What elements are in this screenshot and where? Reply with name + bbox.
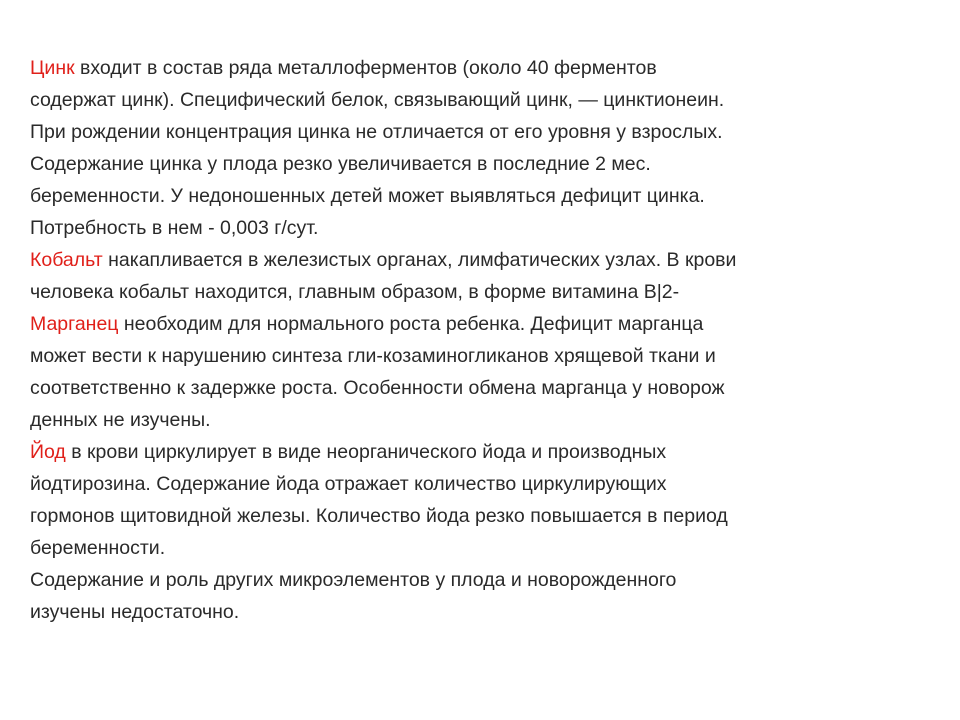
text-line: гормонов щитовидной железы. Количество йода резко повышается в период: [30, 505, 728, 527]
text-line: При рождении концентрация цинка не отличается от его уровня у взрослых.: [30, 121, 723, 143]
text-line: Содержание и роль других микроэлементов у плода и новорожденного: [30, 569, 677, 591]
paragraph-manganese: [30, 308, 940, 436]
text-line: беременности.: [30, 537, 166, 559]
term-zinc: Цинк: [30, 57, 75, 79]
paragraph-other-microelements: [30, 564, 940, 628]
text-line: беременности. У недоношенных детей может выявляться дефицит цинка.: [30, 185, 705, 207]
slide-body-text: [30, 52, 940, 628]
text-line: Кобальт накапливается в железистых органах, лимфатических узлах. В крови: [30, 249, 737, 271]
text-line: может вести к нарушению синтеза гли-козаминогликанов хрящевой ткани и: [30, 345, 716, 367]
paragraph-cobalt: [30, 244, 940, 308]
text-line: Цинк входит в состав ряда металлоферментов (около 40 ферментов: [30, 57, 657, 79]
text-line: содержат цинк). Специфический белок, связывающий цинк, — цинктионеин.: [30, 89, 725, 111]
text-line: Содержание цинка у плода резко увеличивается в последние 2 мес.: [30, 153, 651, 175]
text-line: Йод в крови циркулирует в виде неорганического йода и производных: [30, 441, 667, 463]
text-line: денных не изучены.: [30, 409, 211, 431]
text-line: Потребность в нем - 0,003 г/сут.: [30, 217, 319, 239]
paragraph-iodine: [30, 436, 940, 564]
text-line: йодтирозина. Содержание йода отражает количество циркулирующих: [30, 473, 667, 495]
term-cobalt: Кобальт: [30, 249, 103, 271]
text-line: человека кобальт находится, главным образом, в форме витамина В|2-: [30, 281, 680, 303]
text-line: изучены недостаточно.: [30, 601, 240, 623]
text-line: Марганец необходим для нормального роста ребенка. Дефицит марганца: [30, 313, 704, 335]
term-iodine: Йод: [30, 441, 66, 463]
paragraph-zinc: [30, 52, 940, 244]
text-line: соответственно к задержке роста. Особенности обмена марганца у новорож: [30, 377, 725, 399]
term-manganese: Марганец: [30, 313, 119, 335]
